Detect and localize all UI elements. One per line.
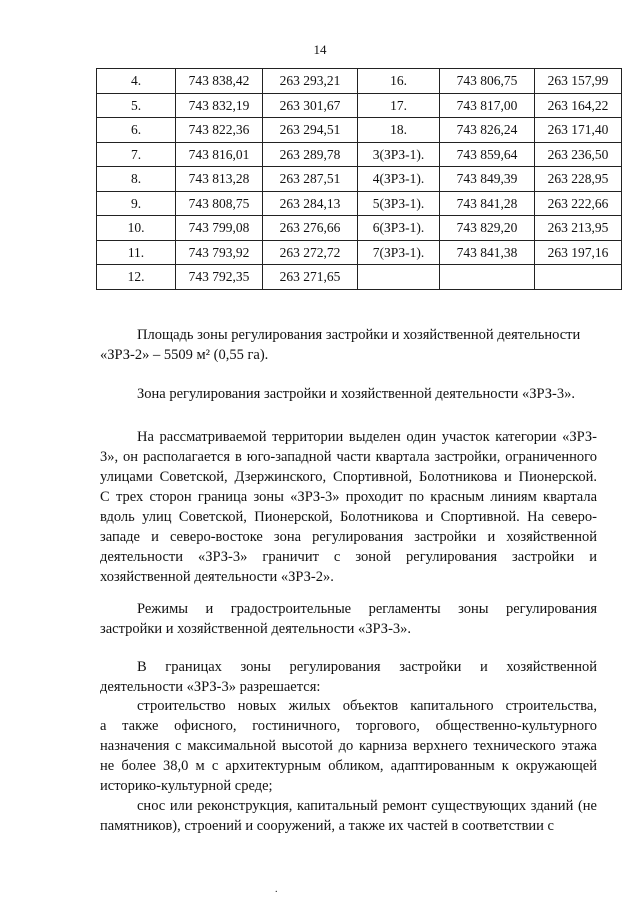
table-cell: 743 799,08 xyxy=(176,216,263,241)
table-cell: 263 284,13 xyxy=(263,191,358,216)
table-cell xyxy=(535,265,622,290)
regimes-paragraph xyxy=(100,599,597,639)
allowed-paragraph xyxy=(100,657,597,697)
table-cell: 743 792,35 xyxy=(176,265,263,290)
table-cell: 743 841,28 xyxy=(440,191,535,216)
text-line: С трех сторон граница зоны «ЗРЗ-3» проходит по красным линиям квартала xyxy=(100,489,597,505)
table-cell: 263 293,21 xyxy=(263,69,358,94)
table-cell xyxy=(358,265,440,290)
table-row xyxy=(97,216,622,241)
table-cell: 263 171,40 xyxy=(535,118,622,143)
table-cell: 4. xyxy=(97,69,176,94)
footer-mark: . xyxy=(275,884,278,895)
table-cell: 263 228,95 xyxy=(535,167,622,192)
table-cell: 743 841,38 xyxy=(440,240,535,265)
table-cell: 11. xyxy=(97,240,176,265)
table-cell: 743 849,39 xyxy=(440,167,535,192)
text-line: а также офисного, гостиничного, торгового, общественно-культурного xyxy=(100,718,597,734)
table-cell: 10. xyxy=(97,216,176,241)
area-line: Площадь зоны регулирования застройки и хозяйственной деятельности xyxy=(137,327,581,343)
text-line: назначения с максимальной высотой до карниза верхнего технического этажа xyxy=(100,738,597,754)
allowed-item-construction xyxy=(100,696,597,796)
table-cell: 263 164,22 xyxy=(535,93,622,118)
area-paragraph xyxy=(100,325,597,365)
table-cell: 743 813,28 xyxy=(176,167,263,192)
table-cell: 743 859,64 xyxy=(440,142,535,167)
text-line: снос или реконструкция, капитальный ремонт существующих зданий (не xyxy=(137,798,597,814)
table-cell: 743 832,19 xyxy=(176,93,263,118)
table-cell: 263 197,16 xyxy=(535,240,622,265)
table-cell: 7. xyxy=(97,142,176,167)
zone-heading-text: Зона регулирования застройки и хозяйственной деятельности «ЗРЗ-3». xyxy=(137,386,576,402)
table-row xyxy=(97,265,622,290)
table-cell: 3(ЗРЗ-1). xyxy=(358,142,440,167)
table-row xyxy=(97,191,622,216)
table-cell: 8. xyxy=(97,167,176,192)
table-cell: 263 213,95 xyxy=(535,216,622,241)
allowed-item-demolition xyxy=(100,796,597,836)
text-line: хозяйственной деятельности «ЗРЗ-2». xyxy=(100,569,334,585)
table-cell: 6. xyxy=(97,118,176,143)
text-line: 3», он располагается в юго-западной части квартала застройки, ограниченного xyxy=(100,449,597,465)
table-cell xyxy=(440,265,535,290)
table-cell: 743 838,42 xyxy=(176,69,263,94)
page-number: 14 xyxy=(313,42,327,57)
table-cell: 743 816,01 xyxy=(176,142,263,167)
table-cell: 9. xyxy=(97,191,176,216)
table-cell: 263 289,78 xyxy=(263,142,358,167)
table-row xyxy=(97,240,622,265)
text-line: памятников), строений и сооружений, а также их частей в соответствии с xyxy=(100,818,554,834)
table-cell: 6(ЗРЗ-1). xyxy=(358,216,440,241)
text-line: вдоль улиц Советской, Пионерской, Болотникова и Спортивной. На северо- xyxy=(100,509,597,525)
table-cell: 5(ЗРЗ-1). xyxy=(358,191,440,216)
table-cell: 7(ЗРЗ-1). xyxy=(358,240,440,265)
table-cell: 263 294,51 xyxy=(263,118,358,143)
description-paragraph xyxy=(100,427,597,587)
table-cell: 743 806,75 xyxy=(440,69,535,94)
table-cell: 743 826,24 xyxy=(440,118,535,143)
text-line: деятельности «ЗРЗ-3» граничит с зоной регулирования застройки и xyxy=(100,549,597,565)
text-line: Режимы и градостроительные регламенты зоны регулирования xyxy=(137,601,597,617)
table-cell: 743 822,36 xyxy=(176,118,263,143)
table-row xyxy=(97,93,622,118)
text-line: строительство новых жилых объектов капитального строительства, xyxy=(137,698,597,714)
zone-heading xyxy=(100,384,597,404)
table-cell: 12. xyxy=(97,265,176,290)
table-cell: 263 301,67 xyxy=(263,93,358,118)
text-line: не более 38,0 м с архитектурным обликом, адаптированным к окружающей xyxy=(100,758,597,774)
area-line: «ЗРЗ-2» – 5509 м² (0,55 га). xyxy=(100,347,269,363)
text-line: западе и северо-востоке зона регулирования застройки и хозяйственной xyxy=(100,529,597,545)
table-cell: 263 271,65 xyxy=(263,265,358,290)
table-cell: 743 808,75 xyxy=(176,191,263,216)
table-row xyxy=(97,142,622,167)
text-line: историко-культурной среде; xyxy=(100,778,273,794)
table-cell: 4(ЗРЗ-1). xyxy=(358,167,440,192)
table-row xyxy=(97,69,622,94)
text-line: В границах зоны регулирования застройки и хозяйственной xyxy=(137,659,597,675)
table-row xyxy=(97,167,622,192)
text-line: На рассматриваемой территории выделен один участок категории «ЗРЗ- xyxy=(137,429,597,445)
text-line: деятельности «ЗРЗ-3» разрешается: xyxy=(100,679,321,695)
text-line: застройки и хозяйственной деятельности «ЗРЗ-3». xyxy=(100,621,412,637)
table-cell: 16. xyxy=(358,69,440,94)
table-row xyxy=(97,118,622,143)
table-cell: 743 829,20 xyxy=(440,216,535,241)
table-cell: 18. xyxy=(358,118,440,143)
coordinates-table xyxy=(96,68,622,290)
table-cell: 263 222,66 xyxy=(535,191,622,216)
text-line: улицами Советской, Дзержинского, Спортивной, Болотникова и Пионерской. xyxy=(100,469,597,485)
table-cell: 17. xyxy=(358,93,440,118)
table-cell: 263 287,51 xyxy=(263,167,358,192)
table-cell: 263 236,50 xyxy=(535,142,622,167)
table-cell: 263 272,72 xyxy=(263,240,358,265)
table-cell: 263 157,99 xyxy=(535,69,622,94)
table-cell: 743 793,92 xyxy=(176,240,263,265)
table-cell: 743 817,00 xyxy=(440,93,535,118)
table-cell: 263 276,66 xyxy=(263,216,358,241)
table-cell: 5. xyxy=(97,93,176,118)
